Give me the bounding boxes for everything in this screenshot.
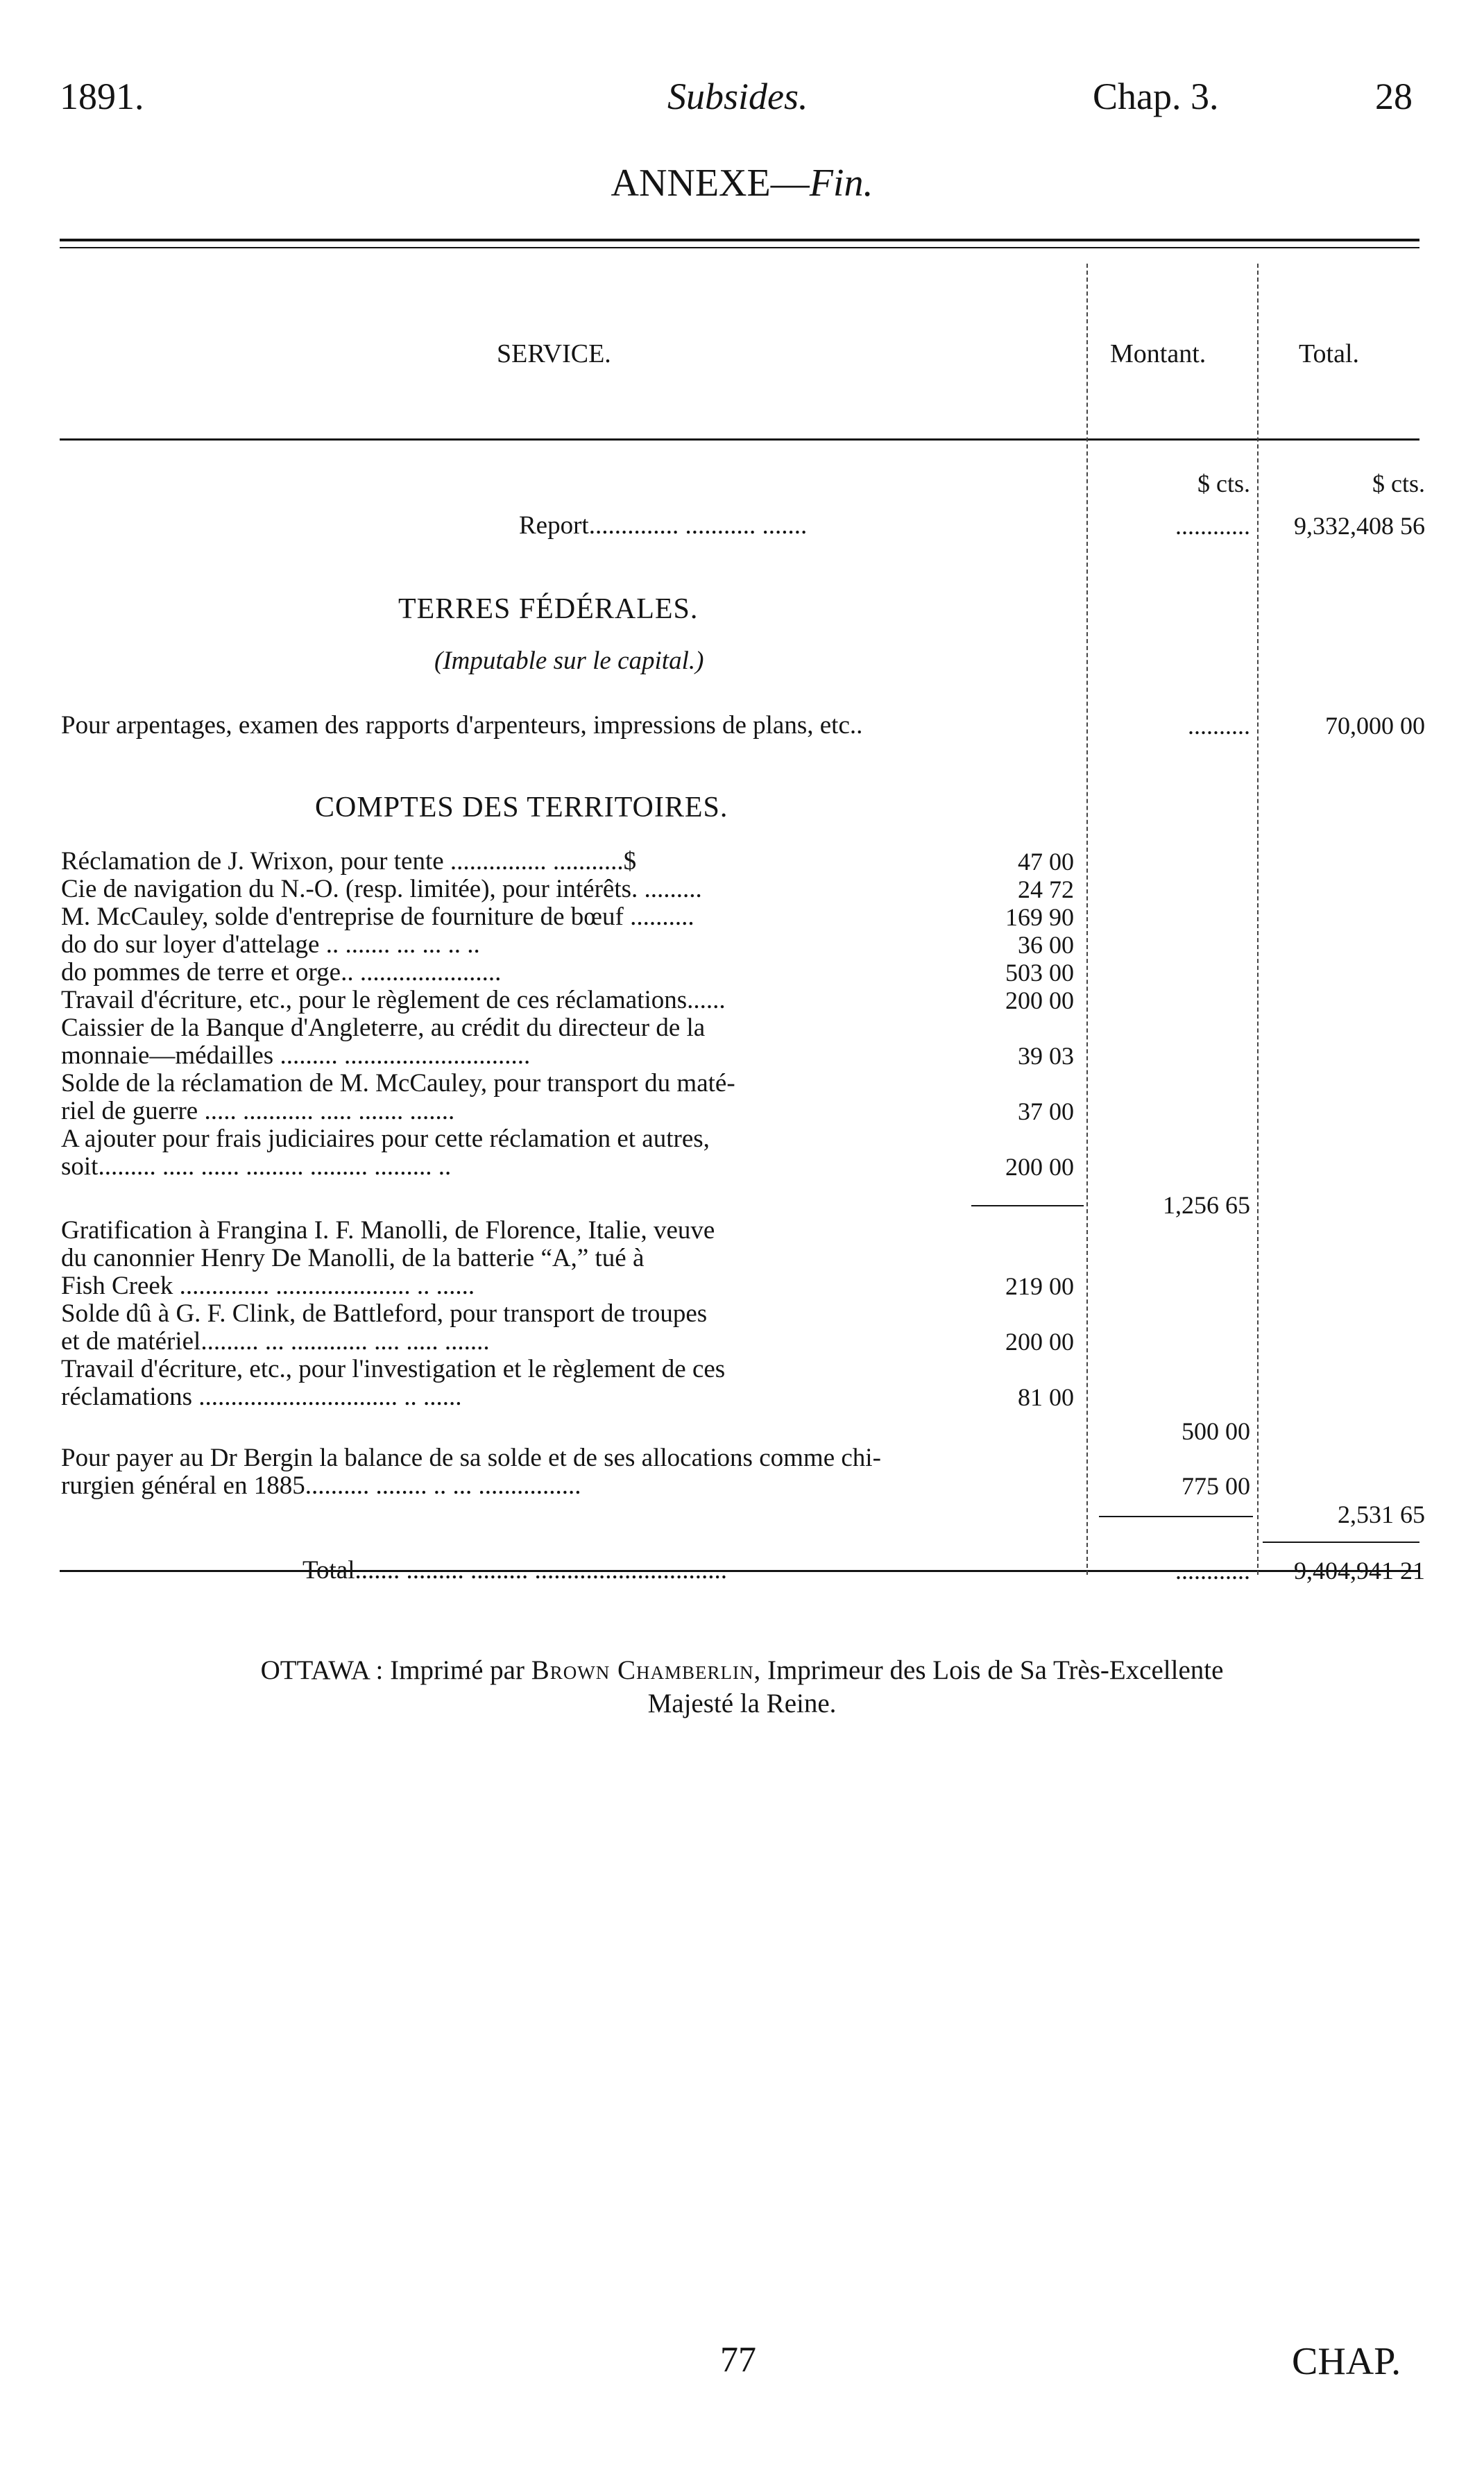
list-item-line: Gratification à Frangina I. F. Manolli, de Florence, Italie, veuve (61, 1216, 715, 1245)
subtotal-2: 500 00 (1182, 1417, 1250, 1445)
column-divider-montant (1086, 264, 1088, 1575)
list-item-line: Solde dû à G. F. Clink, de Battleford, pour transport de troupes (61, 1299, 708, 1328)
column-divider-total (1257, 264, 1259, 1575)
subtotal-1-rule (971, 1205, 1084, 1206)
list-item-amount: 200 00 (1005, 1153, 1074, 1181)
list-item-line: Caissier de la Banque d'Angleterre, au crédit du directeur de la (61, 1014, 706, 1042)
top-rule-thick (60, 239, 1419, 241)
top-rule-thin (60, 247, 1419, 248)
list-item-line: do pommes de terre et orge.. ...................... (61, 958, 502, 987)
subtotal-1: 1,256 65 (1163, 1191, 1250, 1219)
section-title-terres: TERRES FÉDÉRALES. (398, 593, 699, 625)
grand-total-value: 9,404,941 21 (1294, 1557, 1425, 1585)
montant-total-rule (1099, 1516, 1253, 1517)
list-item-line: A ajouter pour frais judiciaires pour cette réclamation et autres, (61, 1125, 710, 1153)
terres-montant: .......... (1188, 712, 1250, 740)
grand-total-montant: ............ (1175, 1557, 1250, 1585)
list-item-line: Solde de la réclamation de M. McCauley, pour transport du maté- (61, 1069, 735, 1098)
terres-line: Pour arpentages, examen des rapports d'arpenteurs, impressions de plans, etc.. (61, 711, 863, 740)
list-item-line: Travail d'écriture, etc., pour le règlement de ces réclamations...... (61, 986, 726, 1014)
terres-total: 70,000 00 (1325, 712, 1425, 740)
grand-total-label: Total....... ......... ......... .............................. (302, 1556, 727, 1585)
report-label: Report.............. ........... ....... (519, 511, 808, 540)
bergin-line-2: rurgien général en 1885.......... ........ .. ... ................ (61, 1471, 581, 1500)
bergin-line-1: Pour payer au Dr Bergin la balance de sa solde et de ses allocations comme chi- (61, 1444, 881, 1472)
column-header-rule (60, 438, 1419, 441)
header-page-number: 28 (1375, 76, 1413, 117)
list-item-line: riel de guerre ..... ........... ..... ....... ....... (61, 1097, 455, 1125)
list-item-line: monnaie—médailles ......... ............................. (61, 1041, 531, 1070)
section-title-comptes: COMPTES DES TERRITOIRES. (315, 792, 728, 823)
imprint-printer-name: Brown Chamberlin (531, 1655, 754, 1685)
list-item-amount: 169 90 (1005, 903, 1074, 931)
list-item-line: Fish Creek .............. ..................... .. ...... (61, 1272, 475, 1300)
list-item-amount: 39 03 (1018, 1042, 1074, 1070)
header-title: Subsides. (667, 76, 808, 117)
units-total: $ cts. (1372, 470, 1425, 497)
list-item-line: Cie de navigation du N.-O. (resp. limitée), pour intérêts. ......... (61, 875, 702, 903)
list-item-amount: 24 72 (1018, 876, 1074, 903)
imprint-text-c: , Imprimeur des Lois de Sa Très-Excellente (753, 1655, 1224, 1685)
list-item-amount: 81 00 (1018, 1383, 1074, 1411)
imprint-text-a: OTTAWA : Imprimé par (260, 1655, 531, 1685)
list-item-line: soit......... ..... ...... ......... ......... ......... .. (61, 1152, 452, 1181)
header-chapter: Chap. 3. (1093, 76, 1219, 117)
bergin-montant: 775 00 (1182, 1472, 1250, 1500)
grand-total-rule (1263, 1542, 1419, 1543)
list-item-amount: 200 00 (1005, 1328, 1074, 1356)
header-year: 1891. (60, 76, 144, 117)
list-item-line: du canonnier Henry De Manolli, de la batterie “A,” tué à (61, 1244, 645, 1272)
section-subtitle-terres: (Imputable sur le capital.) (434, 647, 704, 675)
list-item-amount: 36 00 (1018, 931, 1074, 959)
list-item-amount: 47 00 (1018, 848, 1074, 876)
column-header-service: SERVICE. (497, 339, 611, 368)
comptes-total: 2,531 65 (1338, 1501, 1425, 1528)
list-item-line: do do sur loyer d'attelage .. ....... ... ... .. .. (61, 930, 480, 959)
report-montant: ............ (1175, 512, 1250, 540)
list-item-line: Réclamation de J. Wrixon, pour tente ............... ...........$ (61, 847, 637, 876)
imprint-line-2: Majesté la Reine. (647, 1689, 837, 1718)
annexe-label: ANNEXE— (611, 162, 810, 205)
imprint-line-1 (0, 1654, 1484, 1687)
catchword: CHAP. (1292, 2340, 1401, 2383)
list-item-line: M. McCauley, solde d'entreprise de fourniture de bœuf .......... (61, 903, 694, 931)
page-number: 77 (720, 2340, 756, 2380)
list-item-line: Travail d'écriture, etc., pour l'investigation et le règlement de ces (61, 1355, 726, 1383)
list-item-line: et de matériel......... ... ............ .... ..... ....... (61, 1327, 490, 1356)
column-header-total: Total. (1299, 339, 1360, 368)
annexe-title (0, 161, 1484, 205)
list-item-line: réclamations ............................... .. ...... (61, 1383, 462, 1411)
list-item-amount: 200 00 (1005, 987, 1074, 1014)
annexe-fin: Fin. (809, 162, 873, 205)
report-total: 9,332,408 56 (1294, 512, 1425, 540)
list-item-amount: 37 00 (1018, 1098, 1074, 1125)
list-item-amount: 219 00 (1005, 1272, 1074, 1300)
column-header-montant: Montant. (1110, 339, 1206, 368)
units-montant: $ cts. (1197, 470, 1250, 497)
list-item-amount: 503 00 (1005, 959, 1074, 987)
